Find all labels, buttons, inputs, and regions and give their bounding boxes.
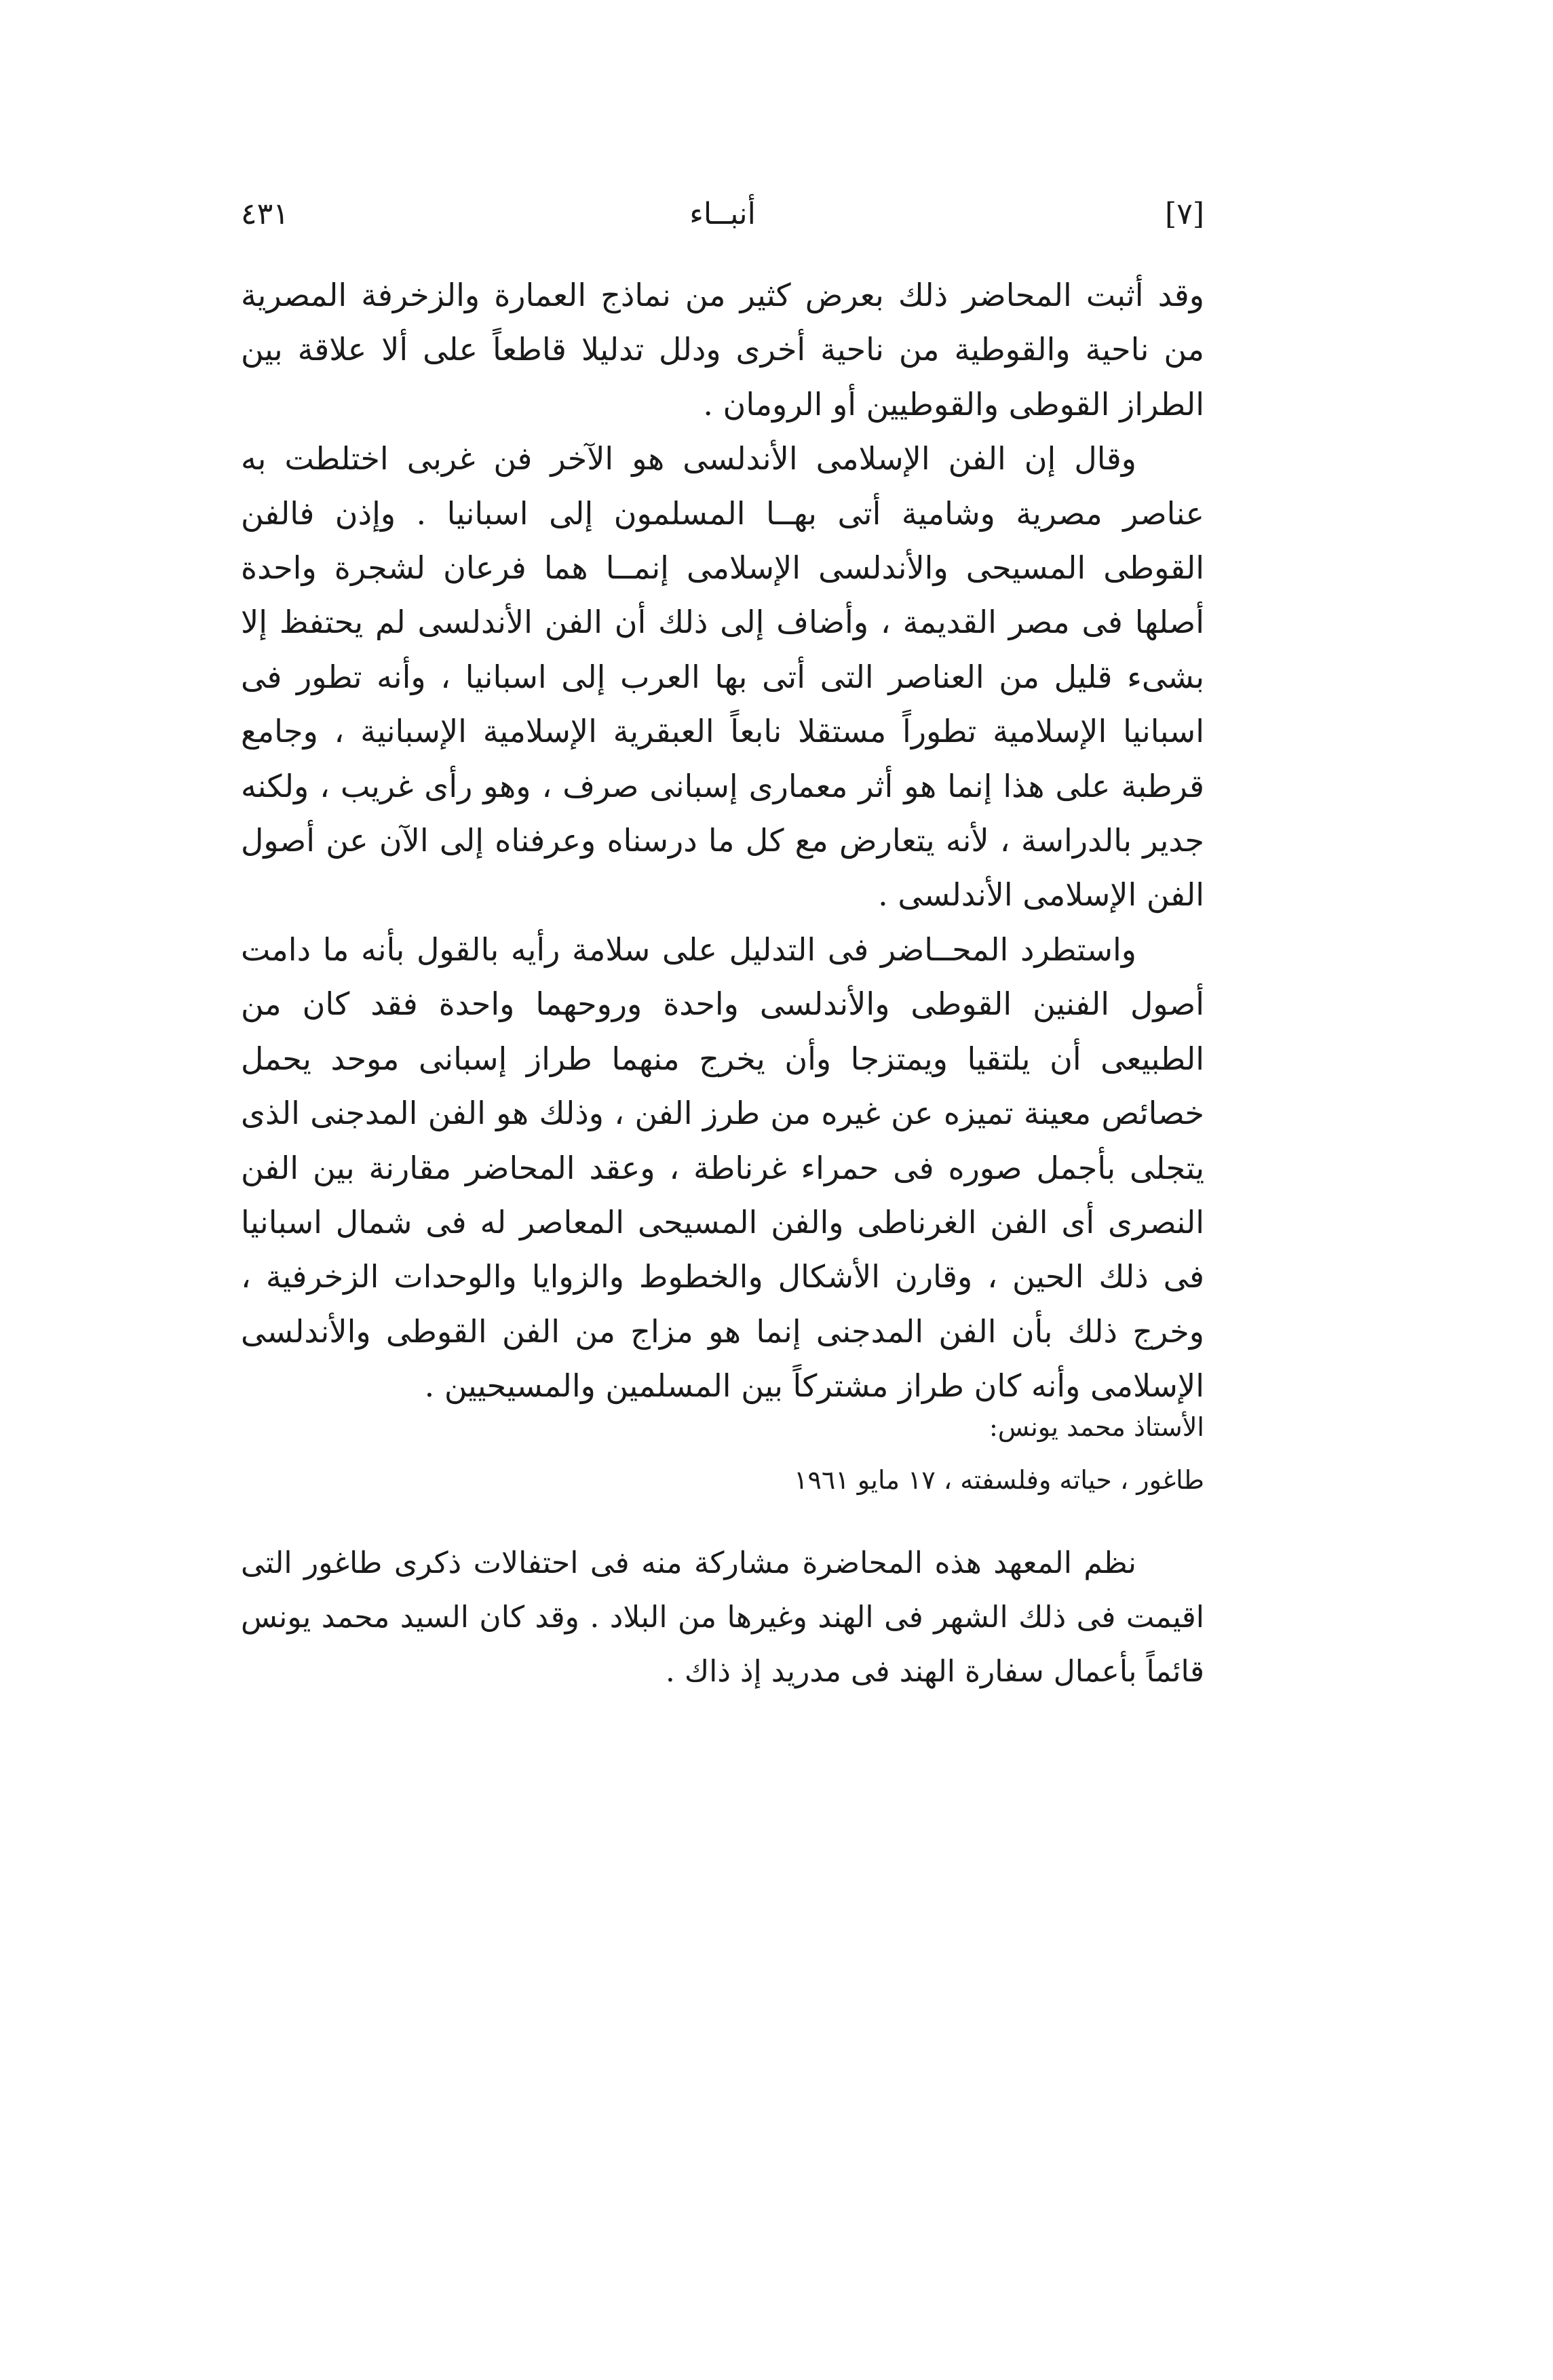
section-number: [٧] bbox=[1165, 197, 1204, 231]
paragraph: واستطرد المحــاضر فى التدليل على سلامة رأيه بالقول بأنه ما دامت أصول الفنين القوطى والأندلسى واحدة وروحهما واحدة فقد كان من الطبيعى أن يلتقيا ويمتزجا وأن يخرج منهما طراز إسبانى موحد يحمل خصائص معينة تميزه عن غيره من طرز الفن ، وذلك هو الفن المدجنى الذى يتجلى بأجمل صوره فى حمراء غرناطة ، وعقد المحاضر مقارنة بين الفن النصرى أى الفن الغرناطى والفن المسيحى المعاصر له فى شمال اسبانيا فى ذلك الحين ، وقارن الأشكال والخطوط والزوايا والوحدات الزخرفية ، وخرج ذلك بأن الفن المدجنى إنما هو مزاج من الفن القوطى والأندلسى الإسلامى وأنه كان طراز مشتركاً بين المسلمين والمسيحيين . bbox=[241, 931, 1204, 1405]
running-title: أنبــاء bbox=[689, 197, 756, 231]
running-head bbox=[241, 197, 1204, 251]
page-number: ٤٣١ bbox=[241, 197, 289, 231]
citation-author: الأستاذ محمد يونس: bbox=[989, 1412, 1204, 1442]
citation-work: طاغور ، حياته وفلسفته ، ١٧ مايو ١٩٦١ bbox=[794, 1465, 1204, 1495]
editorial-note bbox=[241, 1536, 1204, 1699]
paragraph: وقد أثبت المحاضر ذلك بعرض كثير من نماذج العمارة والزخرفة المصرية من ناحية والقوطية من ناحية أخرى ودلل تدليلا قاطعاً على ألا علاقة بين الطراز القوطى والقوطيين أو الرومان . bbox=[241, 277, 1204, 423]
main-text bbox=[241, 268, 1204, 1413]
note-paragraph: نظم المعهد هذه المحاضرة مشاركة منه فى احتفالات ذكرى طاغور التى اقيمت فى ذلك الشهر فى الهند وغيرها من البلاد . وقد كان السيد محمد يونس قائماً بأعمال سفارة الهند فى مدريد إذ ذاك . bbox=[241, 1546, 1204, 1689]
paragraph: وقال إن الفن الإسلامى الأندلسى هو الآخر فن غربى اختلطت به عناصر مصرية وشامية أتى بهــا المسلمون إلى اسبانيا . وإذن فالفن القوطى المسيحى والأندلسى الإسلامى إنمــا هما فرعان لشجرة واحدة أصلها فى مصر القديمة ، وأضاف إلى ذلك أن الفن الأندلسى لم يحتفظ إلا بشىء قليل من العناصر التى أتى بها العرب إلى اسبانيا ، وأنه تطور فى اسبانيا الإسلامية تطوراً مستقلا نابعاً العبقرية الإسلامية الإسبانية ، وجامع قرطبة على هذا إنما هو أثر معمارى إسبانى صرف ، وهو رأى غريب ، ولكنه جدير بالدراسة ، لأنه يتعارض مع كل ما درسناه وعرفناه إلى الآن عن أصول الفن الإسلامى الأندلسى . bbox=[241, 440, 1205, 914]
source-citation bbox=[241, 1401, 1204, 1506]
